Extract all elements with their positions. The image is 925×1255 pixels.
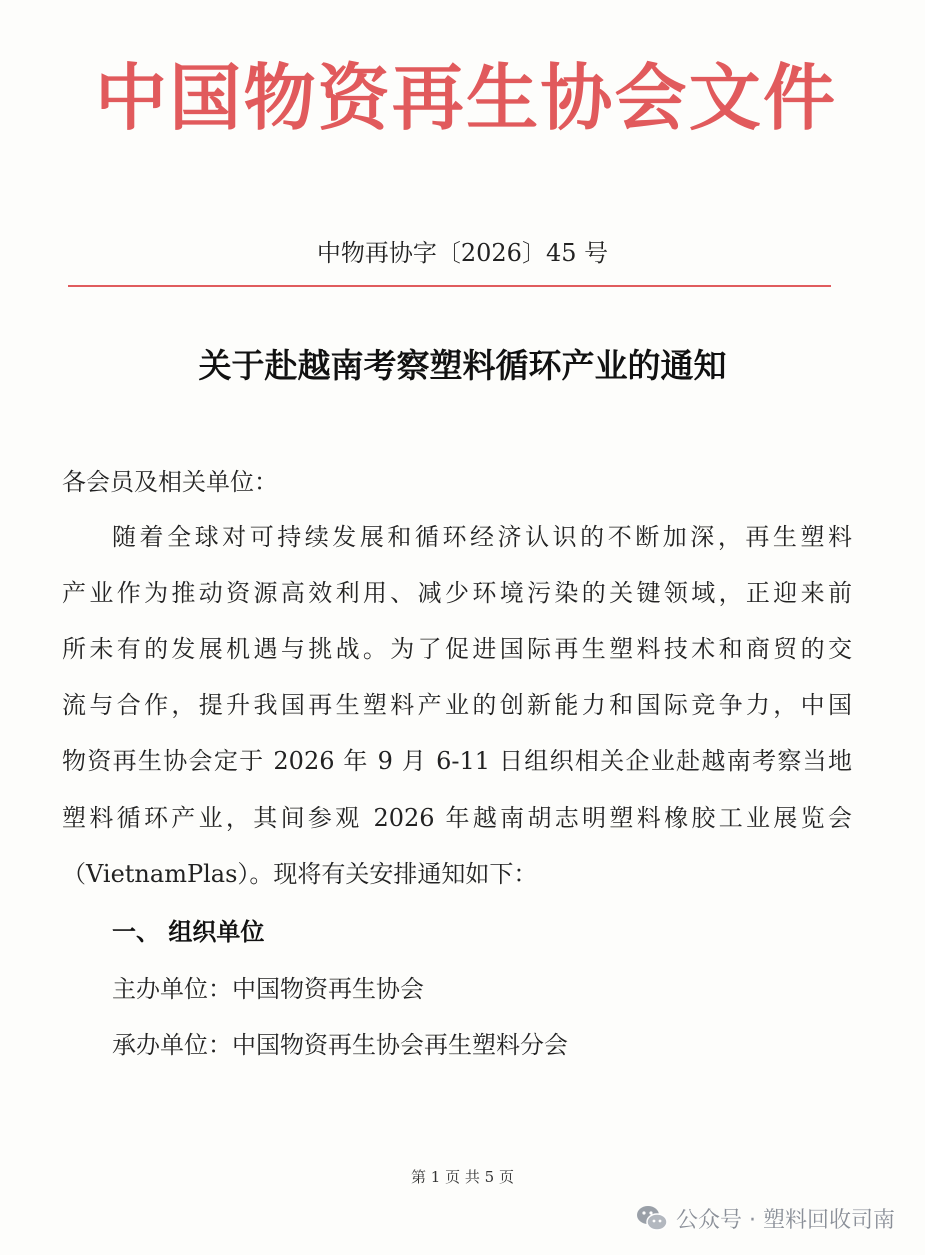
wechat-icon: [636, 1204, 668, 1232]
header-char: 物: [243, 55, 316, 140]
page-indicator: 第 1 页 共 5 页: [411, 1168, 514, 1186]
document-number: 中物再协字〔2026〕45 号: [316, 239, 609, 267]
body-line: 所未有的发展机遇与挑战。为了促进国际再生塑料技术和商贸的交: [62, 635, 852, 663]
red-divider: [68, 285, 831, 287]
header-char: 中: [95, 55, 168, 140]
header-char: 会: [614, 55, 687, 140]
body-line: 塑料循环产业，其间参观 2026 年越南胡志明塑料橡胶工业展览会: [62, 804, 852, 832]
watermark: [636, 1200, 895, 1236]
body-line: 产业作为推动资源高效利用、减少环境污染的关键领域，正迎来前: [62, 579, 852, 607]
body-line: （VietnamPlas）。现将有关安排通知如下：: [62, 860, 538, 888]
header-char: 文: [688, 55, 761, 140]
document-title: 关于赴越南考察塑料循环产业的通知: [198, 346, 727, 385]
header-char: 国: [169, 55, 242, 140]
body-line: 随着全球对可持续发展和循环经济认识的不断加深，再生塑料: [112, 523, 852, 551]
header-char: 资: [317, 55, 390, 140]
section-heading: 一、 组织单位: [112, 917, 265, 946]
header-char: 生: [466, 55, 539, 140]
watermark-text: 公众号 · 塑料回收司南: [676, 1207, 895, 1233]
salutation: 各会员及相关单位：: [62, 468, 278, 496]
body-line: 流与合作，提升我国再生塑料产业的创新能力和国际竞争力，中国: [62, 691, 852, 719]
header-char: 协: [540, 55, 613, 140]
body-line: 物资再生协会定于 2026 年 9 月 6-11 日组织相关企业赴越南考察当地: [62, 747, 852, 775]
header-char: 件: [762, 55, 835, 140]
organizer-unit: 承办单位：中国物资再生协会再生塑料分会: [112, 1031, 568, 1059]
header-char: 再: [391, 55, 464, 140]
host-unit: 主办单位：中国物资再生协会: [112, 975, 424, 1003]
document-header: [95, 50, 835, 146]
